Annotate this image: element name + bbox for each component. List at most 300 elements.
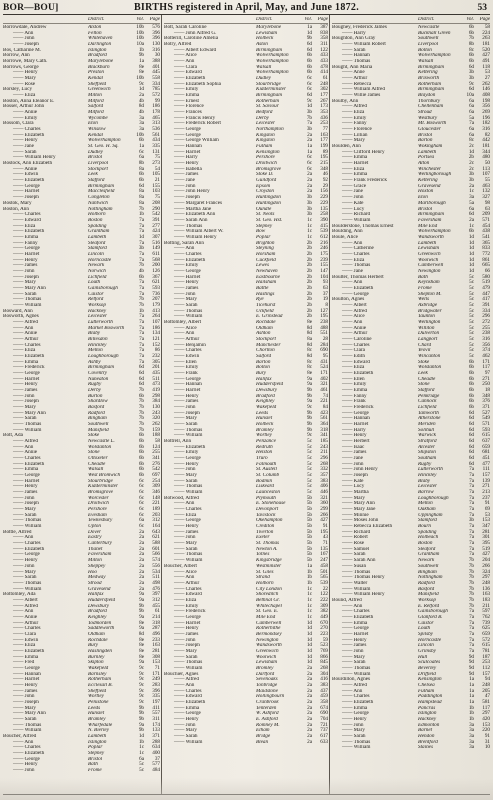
entry-volume: 1a	[307, 148, 312, 155]
entry-district: Wells	[418, 297, 430, 303]
entry-district: Halifax	[88, 592, 104, 598]
entry-district: Penistone	[88, 699, 109, 705]
entry-district: Rochdale	[256, 319, 276, 325]
entry-district: Horncastle	[418, 637, 442, 643]
entry-district: Alcester	[418, 444, 435, 450]
entry-name: —— John	[174, 467, 196, 473]
entry-district: Huntingdon	[256, 195, 281, 201]
entry-volume: 6c	[139, 477, 144, 484]
entry-district: Burton	[88, 393, 103, 399]
entry-volume: 6b	[468, 369, 474, 376]
entry-volume: 9c	[139, 80, 144, 87]
entry-volume: 8d	[306, 324, 312, 331]
entry-name: —— John	[13, 268, 35, 274]
entry-district: Grantham	[418, 552, 440, 558]
entry-volume: 7b	[138, 404, 144, 411]
entry-district: Hastings	[256, 291, 275, 297]
entry-page: 61	[322, 75, 328, 82]
entry-district: Hendon	[418, 733, 435, 739]
entry-name: —— Alfred	[342, 104, 367, 110]
entry-page: 139	[482, 477, 490, 484]
entry-district: Lewes	[256, 263, 269, 269]
entry-name: —— Hannah	[342, 416, 370, 422]
entry-volume: 7a	[469, 120, 474, 127]
entry-name: —— Ann	[13, 30, 34, 36]
entry-name: —— Thomas	[342, 665, 371, 671]
entry-page: 30	[154, 52, 160, 59]
entry-name: —— Emma	[342, 172, 368, 178]
entry-page: 406	[320, 483, 328, 490]
entry-name: —— Mary Ann	[13, 711, 46, 717]
entry-volume: 6a	[469, 103, 474, 110]
entry-district: Mile End	[256, 614, 276, 620]
entry-district: Atherstone	[418, 416, 441, 422]
entry-name: —— Mary Ann	[342, 501, 375, 507]
entry-name: —— Edward	[342, 359, 370, 365]
entry-name: —— Joseph	[13, 699, 39, 705]
entry-name: —— Fanny	[13, 240, 38, 246]
entry-name: —— James	[174, 285, 199, 291]
entry-district: Faversham	[418, 217, 442, 223]
entry-name: —— Elizabeth	[13, 353, 45, 359]
entry-page: 271	[482, 375, 490, 382]
entry-district: Wolstanton	[418, 365, 442, 371]
entry-district: Bradford	[256, 393, 275, 399]
entry-district: Bromsgrove	[256, 166, 281, 172]
entry-volume: 7a	[139, 216, 144, 223]
entry-volume: 1a	[469, 681, 474, 688]
entry-name: —— William	[13, 302, 42, 308]
entry-page: 318	[320, 426, 328, 433]
entry-district: E. Retford	[418, 603, 440, 609]
entry-district: Oldham	[256, 325, 273, 331]
entry-district: Frome	[418, 285, 432, 291]
entry-district: Haslingden	[88, 648, 112, 654]
entry-page: 348	[320, 165, 328, 172]
entry-page: 266	[482, 562, 490, 569]
entry-page: 478	[320, 63, 328, 70]
entry-district: Brixworth	[418, 76, 440, 82]
entry-name: —— Ann	[13, 609, 34, 615]
entry-district: Oldham	[88, 631, 105, 637]
entry-volume: 6b	[468, 392, 474, 399]
entry-volume: 6b	[468, 228, 474, 235]
entry-district: Southwell	[418, 36, 439, 42]
entry-page: 637	[482, 438, 490, 445]
entry-page: 670	[320, 619, 328, 626]
entry-volume: 10a	[136, 41, 144, 48]
entry-name: —— Ann	[342, 319, 363, 325]
entry-district: Bodmin	[256, 478, 273, 484]
entry-page: 341	[320, 432, 328, 439]
entry-page: 400	[152, 750, 160, 756]
entry-volume: 5c	[307, 483, 312, 490]
entry-volume: 5a	[469, 199, 474, 206]
entry-volume: 5c	[469, 347, 474, 354]
entry-name: —— William Alfred	[342, 87, 385, 93]
entry-name: —— Emma	[174, 93, 200, 99]
entry-name: —— Joseph	[174, 195, 200, 201]
entry-district: Basford	[418, 586, 435, 592]
entry-volume: 9a	[139, 721, 144, 728]
entry-volume: 2a	[307, 710, 312, 717]
entry-name: —— John	[13, 768, 35, 774]
entry-page: 63	[322, 284, 328, 291]
entry-volume: 6c	[139, 523, 144, 530]
entry-district: Nantwich	[88, 200, 108, 206]
entry-district: Stone	[418, 382, 430, 388]
entry-district: Kendal	[88, 132, 103, 138]
entry-page: 462	[482, 352, 490, 359]
entry-name: —— George	[174, 376, 201, 382]
entry-volume: 2b	[306, 279, 312, 286]
entry-volume: 2a	[307, 738, 312, 745]
entry-page: 103	[152, 188, 160, 195]
entry-page: 396	[152, 35, 160, 42]
entry-volume: 8c	[307, 347, 312, 354]
entry-name: —— John	[342, 648, 364, 654]
entry-name: —— Jane	[342, 268, 363, 274]
entry-district: Camberwell	[418, 263, 444, 269]
entry-name: —— Frederick	[342, 405, 374, 411]
entry-volume: 9b	[306, 426, 312, 433]
entry-district: Newcastle L.	[88, 439, 115, 445]
entry-district: Leek	[88, 172, 98, 178]
entry-volume: 5c	[469, 301, 474, 308]
entry-volume: 3b	[306, 126, 312, 133]
column-divider	[329, 15, 330, 794]
entry-name: —— Mary	[174, 416, 197, 422]
entry-volume: 8a	[139, 199, 144, 206]
entry-volume: 8e	[139, 636, 144, 643]
entry-page: 557	[152, 710, 160, 717]
entry-volume: 2a	[139, 551, 144, 558]
entry-district: Kettering	[418, 178, 438, 184]
entry-district: Gravesend	[418, 183, 441, 189]
entry-volume: 5c	[469, 318, 474, 325]
entry-district: Mansfield	[418, 592, 439, 598]
entry-district: Sleaford	[88, 240, 106, 246]
entry-page: 50	[484, 160, 490, 167]
entry-page: 189	[152, 506, 160, 513]
entry-volume: 8e	[307, 369, 312, 376]
entry-district: Penkridge	[418, 393, 440, 399]
entry-page: 451	[482, 455, 490, 462]
entry-district: Axbridge	[418, 302, 438, 308]
entry-page: 435	[152, 369, 160, 376]
entry-name: —— Elizabeth	[342, 614, 374, 620]
entry-volume: 7b	[468, 574, 474, 581]
entry-district: Keighley	[256, 399, 275, 405]
entry-district: Leeds	[88, 705, 101, 711]
entry-page: 539	[320, 228, 328, 235]
entry-name: —— William	[174, 558, 203, 564]
entry-page: 248	[482, 681, 490, 688]
entry-name: —— William	[13, 728, 42, 734]
entry-name: —— Mary	[13, 280, 36, 286]
entry-name: —— William Henry	[174, 234, 217, 240]
entry-volume: 9b	[138, 715, 144, 722]
entry-district: Wolverhampton	[256, 59, 289, 65]
entry-page: 207	[152, 296, 160, 303]
entry-volume: 5c	[469, 284, 474, 291]
entry-volume: 9c	[469, 80, 474, 87]
entry-page: 519	[482, 279, 490, 286]
entry-district: Southam	[418, 456, 437, 462]
entry-volume: 5c	[469, 279, 474, 286]
entry-name: —— Henry	[13, 558, 38, 564]
entry-volume: 2b	[306, 284, 312, 291]
entry-district: West Bromwich	[88, 473, 121, 479]
entry-district: Bucknall Green	[418, 30, 451, 36]
entry-district: Congleton	[88, 195, 110, 201]
entry-name: —— Margaret Frances	[174, 200, 223, 206]
entry-volume: 7a	[139, 250, 144, 257]
entry-page: 147	[320, 267, 328, 274]
entry-page: 335	[152, 143, 160, 150]
entry-district: Basford	[88, 405, 105, 411]
entry-page: 204	[482, 557, 490, 564]
entry-page: 111	[482, 466, 490, 473]
entry-name: —— Sarah	[13, 291, 37, 297]
entry-page: 201	[152, 364, 160, 371]
entry-volume: 1a	[469, 698, 474, 705]
entry-page: 171	[320, 369, 328, 376]
entry-volume: 7a	[469, 540, 474, 547]
entry-page: 411	[152, 704, 160, 711]
entry-page: 833	[482, 245, 490, 252]
entry-volume: 7b	[306, 114, 312, 121]
entry-volume: 6b	[138, 392, 144, 399]
entry-page: 163	[320, 131, 328, 138]
entry-volume: 7b	[138, 426, 144, 433]
entry-name: —— Annie	[13, 450, 38, 456]
entry-name: —— Richard	[342, 529, 371, 535]
entry-name: —— Frank Frederick	[342, 178, 387, 184]
entry-name: —— Charles	[13, 745, 41, 751]
entry-page: 465	[152, 114, 160, 121]
entry-volume: 8a	[139, 165, 144, 172]
entry-page: 19	[322, 296, 328, 303]
entry-page: 117	[482, 364, 490, 371]
entry-volume: 1a	[307, 143, 312, 150]
entry-district: Salford	[88, 104, 104, 110]
entry-page: 861	[482, 256, 490, 263]
entry-name: —— Frank	[342, 399, 366, 405]
entry-district: Newhaven	[256, 268, 278, 274]
entry-name: —— James	[13, 388, 38, 393]
entry-name: —— Fred	[13, 660, 35, 666]
entry-page: 397	[152, 591, 160, 598]
entry-page: 220	[482, 727, 490, 734]
entry-district: Bourn	[418, 524, 431, 530]
entry-district: Whitehaven	[88, 36, 113, 42]
entry-district: Tiverton	[256, 529, 274, 535]
entry-page: 74	[322, 392, 328, 399]
entry-name: Bosworth, Agnes	[3, 314, 39, 320]
entry-page: 107	[482, 171, 490, 178]
entry-page: 458	[320, 562, 328, 569]
entry-page: 167	[320, 551, 328, 558]
entry-district: Coventry	[88, 370, 108, 376]
entry-district: Lincoln	[418, 643, 434, 649]
entry-volume: 6d	[468, 426, 474, 433]
entry-volume: 8e	[139, 647, 144, 654]
entry-volume: 8c	[307, 364, 312, 371]
entry-page: 436	[320, 114, 328, 121]
entry-volume: 7a	[139, 318, 144, 325]
entry-name: —— Harriet	[13, 376, 40, 382]
entry-volume: 3a	[139, 114, 144, 121]
entry-volume: 6b	[138, 443, 144, 450]
entry-name: —— Alfred	[342, 308, 367, 314]
entry-page: 268	[320, 664, 328, 671]
entry-volume: 7a	[139, 358, 144, 365]
entry-name: —— William	[342, 745, 371, 751]
entry-page: 320	[152, 415, 160, 422]
register-entry	[164, 740, 328, 746]
entry-district: Stepney	[256, 223, 273, 229]
entry-name: —— Ann	[13, 535, 34, 541]
entry-volume: 5c	[469, 330, 474, 337]
entry-district: Shardlow	[88, 399, 108, 405]
entry-name: —— Joseph	[174, 643, 200, 649]
entry-name: Boule, Alice	[332, 234, 358, 240]
entry-volume: 1a	[307, 24, 312, 30]
entry-district: Radford	[88, 410, 105, 416]
entry-page: 171	[482, 358, 490, 365]
entry-page: 305	[152, 358, 160, 365]
entry-volume: 5b	[306, 540, 312, 547]
entry-name: —— Mary	[174, 648, 197, 654]
entry-page: 195	[320, 313, 328, 320]
entry-name: —— Charles	[174, 348, 202, 354]
entry-page: 284	[320, 341, 328, 348]
entry-district: Louth	[418, 626, 431, 632]
entry-volume: 6b	[468, 52, 474, 59]
entry-district: Tamworth	[418, 410, 439, 416]
entry-page: 447	[482, 290, 490, 297]
entry-district: Rotherham	[88, 677, 111, 683]
entry-district: Loughborough	[88, 353, 119, 359]
entry-page: 690	[320, 347, 328, 354]
entry-page: 577	[152, 761, 160, 768]
entry-name: —— Mary	[342, 728, 365, 734]
entry-volume: 4b	[138, 267, 144, 274]
entry-district: Rugby	[88, 382, 102, 388]
entry-district: Thanet	[88, 546, 103, 552]
entry-volume: 3a	[469, 744, 474, 751]
entry-district: Bath	[418, 274, 428, 280]
entry-volume: 9b	[138, 608, 144, 615]
entry-name: —— James	[174, 172, 199, 178]
entry-volume: 1c	[307, 216, 312, 223]
entry-volume: 6b	[138, 455, 144, 462]
entry-district: Bury	[88, 643, 99, 649]
entry-name: Bourdillon, Agnes	[332, 677, 371, 683]
entry-name: —— Frances	[174, 110, 202, 116]
entry-district: Stoke D.	[256, 172, 274, 178]
entry-volume: 7a	[469, 466, 474, 473]
entry-volume: 1c	[307, 585, 312, 592]
entry-page: 86	[154, 347, 160, 354]
entry-page: 371	[152, 732, 160, 739]
entry-name: —— Clara	[342, 348, 365, 354]
entry-name: —— Sarah	[174, 733, 198, 739]
entry-district: Evesham	[88, 512, 107, 518]
entry-volume: 6b	[138, 460, 144, 467]
entry-page: 845	[320, 659, 328, 666]
entry-page: 402	[320, 375, 328, 382]
entry-page: 415	[320, 222, 328, 229]
entry-name: —— Thomas	[174, 427, 203, 433]
entry-volume: 2b	[306, 273, 312, 280]
entry-volume: 5b	[306, 517, 312, 524]
entry-name: —— Frederick	[13, 365, 45, 371]
entry-district: Blaby	[418, 478, 431, 484]
entry-district: Bramley	[88, 716, 106, 722]
entry-district: Bristol	[88, 155, 103, 161]
entry-page: 408	[482, 92, 490, 99]
entry-volume: 7a	[469, 630, 474, 637]
entry-name: —— Catherine	[342, 246, 374, 252]
index-range-code: BOR—BOU]	[3, 3, 59, 13]
entry-district: Shipston	[418, 450, 436, 456]
entry-district: Bradford	[88, 609, 107, 615]
entry-page: 249	[152, 676, 160, 683]
entry-page: 185	[320, 438, 328, 445]
entry-name: —— Henry	[342, 637, 367, 643]
entry-volume: 2a	[139, 574, 144, 581]
entry-volume: 5c	[307, 449, 312, 456]
entry-name: —— Emily	[174, 603, 199, 609]
entry-volume: 2a	[307, 727, 312, 734]
entry-page: 383	[320, 681, 328, 688]
entry-volume: 9b	[138, 602, 144, 609]
entry-volume: 5c	[307, 438, 312, 445]
entry-volume: 1a	[307, 562, 312, 569]
entry-district: Mt. Bosworth	[418, 121, 447, 127]
entry-page: 98	[484, 199, 490, 206]
entry-district: Keighley	[88, 614, 107, 620]
entry-volume: 1c	[469, 222, 474, 229]
entry-volume: 2a	[307, 687, 312, 694]
entry-volume: 7a	[469, 494, 474, 501]
entry-volume: 8d	[306, 330, 312, 337]
entry-page: 427	[482, 52, 490, 59]
entry-volume: 2b	[306, 296, 312, 303]
entry-page: 127	[320, 307, 328, 314]
entry-name: —— Eliza	[342, 257, 365, 263]
entry-page: 737	[320, 727, 328, 734]
entry-name: —— Ann	[342, 688, 363, 694]
register-column-3	[332, 17, 490, 793]
entry-volume: 9c	[139, 664, 144, 671]
entry-volume: 6b	[306, 69, 312, 76]
entry-district: Stourbridge	[256, 81, 281, 87]
entry-district: Spalding	[418, 529, 437, 535]
entry-volume: 7a	[139, 324, 144, 331]
entry-district: Wandsworth	[256, 643, 282, 649]
entry-name: —— Charles	[174, 586, 202, 592]
entry-page: 181	[482, 143, 490, 150]
entry-page: 593	[482, 426, 490, 433]
entry-volume: 6c	[139, 511, 144, 518]
entry-district: Hampstead	[418, 699, 442, 705]
entry-volume: 7a	[469, 523, 474, 530]
entry-name: —— George	[13, 473, 40, 479]
entry-name: —— Isabella	[174, 166, 202, 172]
